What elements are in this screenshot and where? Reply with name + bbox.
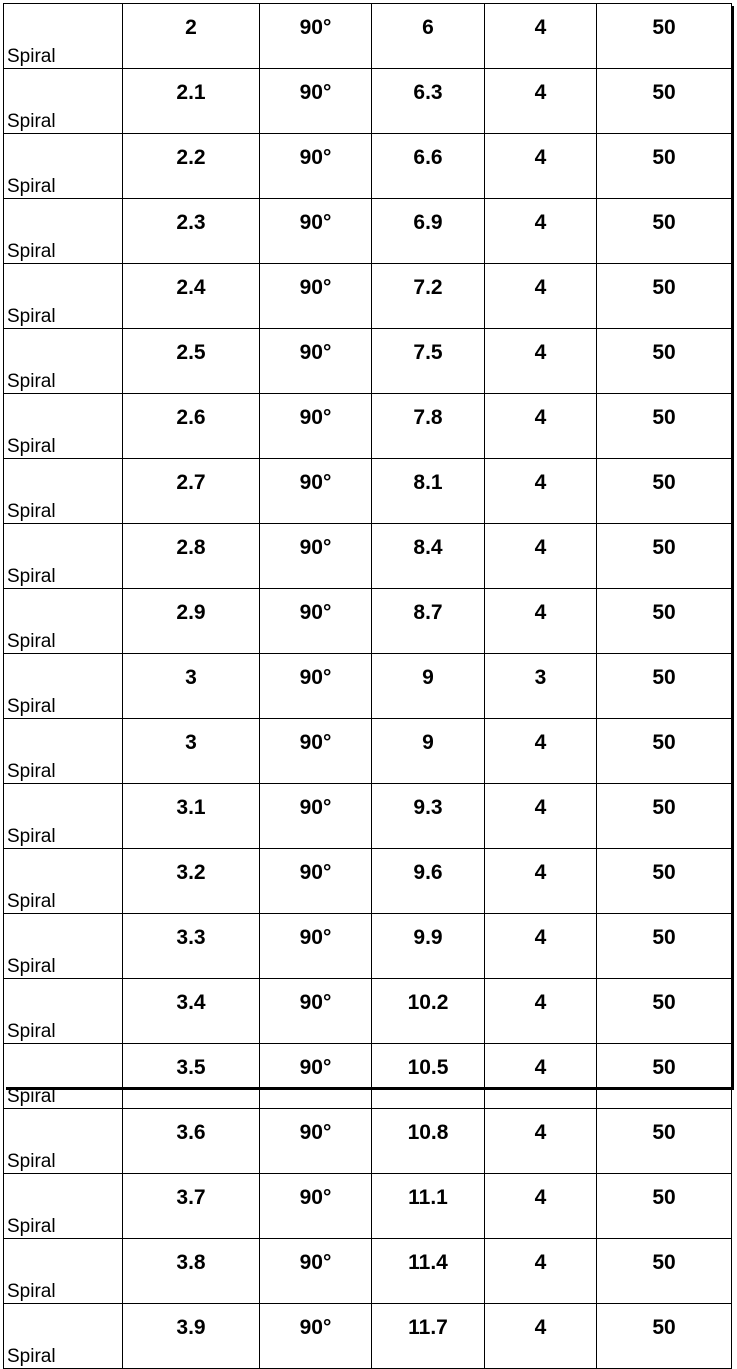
- table-row: [4, 784, 732, 849]
- angle-cell: 90°: [260, 134, 372, 199]
- value-cell-1: 3.7: [123, 1174, 260, 1239]
- value-cell-4: 50: [597, 329, 732, 394]
- value-cell-3: 4: [485, 1044, 597, 1109]
- table-body: [4, 4, 732, 1369]
- value-cell-1: 2.6: [123, 394, 260, 459]
- shape-cell: Spiral: [4, 1044, 123, 1109]
- table-row: [4, 264, 732, 329]
- angle-cell: 90°: [260, 4, 372, 69]
- value-cell-4: 50: [597, 1109, 732, 1174]
- value-cell-4: 50: [597, 1174, 732, 1239]
- value-cell-1: 3: [123, 654, 260, 719]
- angle-cell: 90°: [260, 719, 372, 784]
- value-cell-3: 4: [485, 719, 597, 784]
- value-cell-3: 4: [485, 199, 597, 264]
- value-cell-2: 9: [372, 719, 485, 784]
- angle-cell: 90°: [260, 329, 372, 394]
- angle-cell: 90°: [260, 69, 372, 134]
- shape-cell: Spiral: [4, 4, 123, 69]
- value-cell-4: 50: [597, 979, 732, 1044]
- table-row: [4, 719, 732, 784]
- angle-cell: 90°: [260, 654, 372, 719]
- value-cell-3: 4: [485, 589, 597, 654]
- value-cell-2: 11.4: [372, 1239, 485, 1304]
- shape-cell: Spiral: [4, 654, 123, 719]
- table-row: [4, 524, 732, 589]
- value-cell-4: 50: [597, 1239, 732, 1304]
- value-cell-3: 4: [485, 1239, 597, 1304]
- shape-cell: Spiral: [4, 914, 123, 979]
- shape-cell: Spiral: [4, 394, 123, 459]
- value-cell-4: 50: [597, 264, 732, 329]
- value-cell-1: 2.9: [123, 589, 260, 654]
- value-cell-1: 2.5: [123, 329, 260, 394]
- data-sheet: [3, 3, 731, 1367]
- value-cell-2: 7.8: [372, 394, 485, 459]
- table-row: [4, 654, 732, 719]
- value-cell-3: 4: [485, 1304, 597, 1369]
- value-cell-3: 4: [485, 524, 597, 589]
- value-cell-1: 3.5: [123, 1044, 260, 1109]
- angle-cell: 90°: [260, 849, 372, 914]
- value-cell-3: 4: [485, 914, 597, 979]
- angle-cell: 90°: [260, 1044, 372, 1109]
- angle-cell: 90°: [260, 589, 372, 654]
- value-cell-2: 8.7: [372, 589, 485, 654]
- value-cell-4: 50: [597, 4, 732, 69]
- table-row: [4, 329, 732, 394]
- value-cell-4: 50: [597, 914, 732, 979]
- value-cell-3: 4: [485, 1174, 597, 1239]
- value-cell-1: 2.3: [123, 199, 260, 264]
- value-cell-3: 3: [485, 654, 597, 719]
- value-cell-1: 2.4: [123, 264, 260, 329]
- value-cell-4: 50: [597, 719, 732, 784]
- angle-cell: 90°: [260, 524, 372, 589]
- value-cell-2: 10.2: [372, 979, 485, 1044]
- value-cell-2: 6.6: [372, 134, 485, 199]
- angle-cell: 90°: [260, 394, 372, 459]
- value-cell-3: 4: [485, 69, 597, 134]
- shape-cell: Spiral: [4, 459, 123, 524]
- value-cell-3: 4: [485, 784, 597, 849]
- value-cell-2: 9.6: [372, 849, 485, 914]
- data-table: [3, 3, 732, 1369]
- value-cell-1: 3.8: [123, 1239, 260, 1304]
- value-cell-3: 4: [485, 264, 597, 329]
- table-row: [4, 1174, 732, 1239]
- shape-cell: Spiral: [4, 1304, 123, 1369]
- value-cell-2: 6: [372, 4, 485, 69]
- shape-cell: Spiral: [4, 524, 123, 589]
- shape-cell: Spiral: [4, 1239, 123, 1304]
- value-cell-2: 7.5: [372, 329, 485, 394]
- value-cell-1: 3.4: [123, 979, 260, 1044]
- table-row: [4, 1304, 732, 1369]
- angle-cell: 90°: [260, 199, 372, 264]
- value-cell-2: 7.2: [372, 264, 485, 329]
- value-cell-4: 50: [597, 1304, 732, 1369]
- table-row: [4, 4, 732, 69]
- angle-cell: 90°: [260, 914, 372, 979]
- value-cell-2: 6.3: [372, 69, 485, 134]
- table-row: [4, 69, 732, 134]
- value-cell-1: 2.8: [123, 524, 260, 589]
- value-cell-1: 2: [123, 4, 260, 69]
- value-cell-4: 50: [597, 1044, 732, 1109]
- value-cell-3: 4: [485, 979, 597, 1044]
- value-cell-2: 9.3: [372, 784, 485, 849]
- value-cell-2: 10.5: [372, 1044, 485, 1109]
- table-row: [4, 849, 732, 914]
- table-row: [4, 979, 732, 1044]
- shape-cell: Spiral: [4, 784, 123, 849]
- value-cell-3: 4: [485, 134, 597, 199]
- value-cell-1: 3.1: [123, 784, 260, 849]
- angle-cell: 90°: [260, 1174, 372, 1239]
- value-cell-4: 50: [597, 849, 732, 914]
- value-cell-1: 2.2: [123, 134, 260, 199]
- value-cell-1: 3.3: [123, 914, 260, 979]
- value-cell-4: 50: [597, 394, 732, 459]
- shape-cell: Spiral: [4, 1174, 123, 1239]
- angle-cell: 90°: [260, 1109, 372, 1174]
- table-row: [4, 1109, 732, 1174]
- table-row: [4, 914, 732, 979]
- shape-cell: Spiral: [4, 719, 123, 784]
- table-row: [4, 1239, 732, 1304]
- value-cell-3: 4: [485, 1109, 597, 1174]
- value-cell-2: 6.9: [372, 199, 485, 264]
- value-cell-1: 3.9: [123, 1304, 260, 1369]
- value-cell-4: 50: [597, 459, 732, 524]
- shape-cell: Spiral: [4, 264, 123, 329]
- angle-cell: 90°: [260, 264, 372, 329]
- shape-cell: Spiral: [4, 849, 123, 914]
- value-cell-4: 50: [597, 69, 732, 134]
- value-cell-1: 3.2: [123, 849, 260, 914]
- value-cell-3: 4: [485, 849, 597, 914]
- shape-cell: Spiral: [4, 69, 123, 134]
- angle-cell: 90°: [260, 1304, 372, 1369]
- angle-cell: 90°: [260, 1239, 372, 1304]
- value-cell-4: 50: [597, 199, 732, 264]
- value-cell-1: 3: [123, 719, 260, 784]
- value-cell-4: 50: [597, 654, 732, 719]
- value-cell-2: 9: [372, 654, 485, 719]
- value-cell-2: 9.9: [372, 914, 485, 979]
- shape-cell: Spiral: [4, 979, 123, 1044]
- table-row: [4, 1044, 732, 1109]
- angle-cell: 90°: [260, 979, 372, 1044]
- table-row: [4, 199, 732, 264]
- table-row: [4, 589, 732, 654]
- value-cell-3: 4: [485, 329, 597, 394]
- value-cell-3: 4: [485, 4, 597, 69]
- value-cell-2: 11.1: [372, 1174, 485, 1239]
- value-cell-3: 4: [485, 394, 597, 459]
- value-cell-1: 3.6: [123, 1109, 260, 1174]
- value-cell-4: 50: [597, 524, 732, 589]
- table-row: [4, 394, 732, 459]
- shape-cell: Spiral: [4, 329, 123, 394]
- value-cell-4: 50: [597, 134, 732, 199]
- angle-cell: 90°: [260, 459, 372, 524]
- value-cell-2: 8.4: [372, 524, 485, 589]
- shape-cell: Spiral: [4, 134, 123, 199]
- value-cell-1: 2.7: [123, 459, 260, 524]
- value-cell-3: 4: [485, 459, 597, 524]
- shape-cell: Spiral: [4, 1109, 123, 1174]
- value-cell-2: 11.7: [372, 1304, 485, 1369]
- table-row: [4, 134, 732, 199]
- value-cell-2: 8.1: [372, 459, 485, 524]
- value-cell-1: 2.1: [123, 69, 260, 134]
- value-cell-4: 50: [597, 784, 732, 849]
- value-cell-2: 10.8: [372, 1109, 485, 1174]
- table-row: [4, 459, 732, 524]
- angle-cell: 90°: [260, 784, 372, 849]
- shape-cell: Spiral: [4, 589, 123, 654]
- value-cell-4: 50: [597, 589, 732, 654]
- shape-cell: Spiral: [4, 199, 123, 264]
